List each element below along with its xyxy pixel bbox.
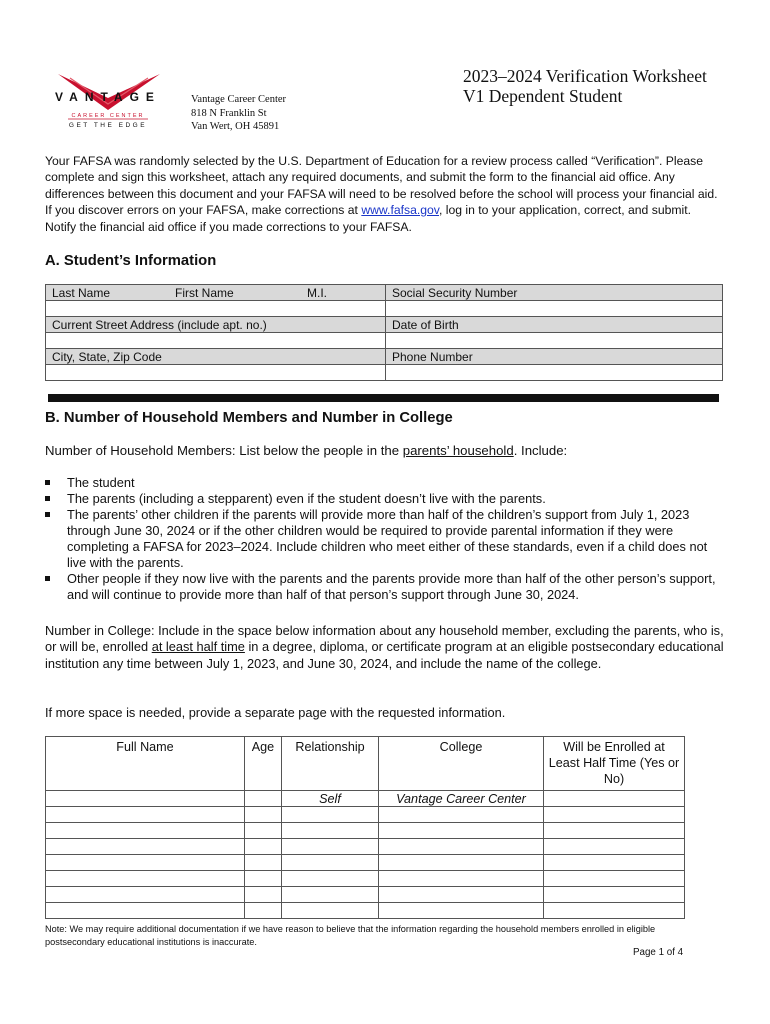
list-item: The student — [45, 475, 725, 491]
worksheet-title-line2: V1 Dependent Student — [463, 86, 623, 106]
phone-label: Phone Number — [386, 349, 723, 365]
table-cell[interactable] — [544, 791, 685, 807]
table-row — [46, 855, 685, 871]
school-city: Van Wert, OH 45891 — [191, 121, 280, 132]
list-item: The parents’ other children if the parents will provide more than half of the children’s support from July 1, 2023 through June 30, 2024 or if the other children would be required to provide parental information if they were completing a FAFSA for 2023–2024. Include children who meet either of these standards, even if a child does not live with the parents. — [45, 507, 725, 571]
logo-subtext: CAREER CENTER — [71, 113, 145, 119]
table-row — [46, 807, 685, 823]
school-name: Vantage Career Center — [191, 94, 287, 105]
list-item: Other people if they now live with the parents and the parents provide more than half of the other person’s support, and will continue to provide more than half of that person’s support through June 30, 2024. — [45, 571, 725, 603]
first-name-label: First Name — [175, 285, 234, 300]
section-a-heading: A. Student’s Information — [45, 253, 217, 269]
phone-field[interactable] — [386, 365, 723, 381]
vantage-logo — [52, 70, 164, 132]
household-bullet-list — [45, 475, 725, 603]
fafsa-link[interactable]: www.fafsa.gov — [361, 203, 439, 218]
worksheet-title-line1: 2023–2024 Verification Worksheet — [463, 66, 707, 86]
last-name-label: Last Name — [52, 285, 111, 300]
household-table — [45, 736, 685, 919]
table-row — [46, 823, 685, 839]
dob-label: Date of Birth — [386, 317, 723, 333]
college-vantage[interactable]: Vantage Career Center — [379, 791, 544, 807]
table-row — [46, 887, 685, 903]
worksheet-title — [463, 66, 707, 106]
page-number: Page 1 of 4 — [633, 947, 684, 958]
ssn-label: Social Security Number — [386, 285, 723, 301]
city-field[interactable] — [46, 365, 386, 381]
mi-label: M.I. — [307, 285, 327, 300]
col-relationship: Relationship — [282, 737, 379, 791]
name-field[interactable] — [46, 301, 386, 317]
col-age: Age — [245, 737, 282, 791]
section-b-heading: B. Number of Household Members and Number in College — [45, 410, 453, 426]
col-full-name: Full Name — [46, 737, 245, 791]
table-row — [46, 871, 685, 887]
col-college: College — [379, 737, 544, 791]
intro-paragraph: Your FAFSA was randomly selected by the U.S. Department of Education for a review process called “Verification”. Please complete and sign this worksheet, attach any required documents, and submit the form to the financial aid office. Any differences between this document and your FAFSA will need to be resolved before the school will process your financial aid. If you discover errors on your FAFSA, make corrections at www.fafsa.gov, log in to your application, correct, and submit. Notify the financial aid office if you made corrections to your FAFSA. — [45, 154, 718, 234]
list-item: The parents (including a stepparent) even if the student doesn’t live with the parents. — [45, 491, 725, 507]
street-field[interactable] — [46, 333, 386, 349]
table-cell[interactable] — [46, 791, 245, 807]
city-label: City, State, Zip Code — [46, 349, 386, 365]
relationship-self[interactable]: Self — [282, 791, 379, 807]
dob-field[interactable] — [386, 333, 723, 349]
table-row — [46, 903, 685, 919]
number-in-college-paragraph: Number in College: Include in the space below information about any household member, excluding the parents, who is, or will be, enrolled at least half time in a degree, diploma, or certificate program at an eligible postsecondary educational institution any time between July 1, 2023, and June 30, 2024, and include the name of the college. — [45, 623, 724, 671]
ssn-field[interactable] — [386, 301, 723, 317]
table-row — [46, 791, 685, 807]
section-divider — [48, 394, 719, 402]
student-info-table — [45, 284, 723, 381]
logo-tagline: GET THE EDGE — [68, 122, 148, 129]
col-enrolled: Will be Enrolled at Least Half Time (Yes or No) — [544, 737, 685, 791]
household-intro: Number of Household Members: List below the people in the parents’ household. Include: — [45, 443, 568, 458]
school-street: 818 N Franklin St — [191, 107, 267, 119]
documentation-note: Note: We may require additional documentation if we have reason to believe that the information regarding the household members enrolled in eligible postsecondary educational institutions is inaccurate. — [45, 924, 656, 947]
more-space-note: If more space is needed, provide a separate page with the requested information. — [45, 705, 506, 720]
logo-wordmark: VANTAGE — [55, 90, 161, 104]
street-label: Current Street Address (include apt. no.) — [46, 317, 386, 333]
school-address — [191, 93, 286, 134]
table-row — [46, 839, 685, 855]
table-cell[interactable] — [245, 791, 282, 807]
